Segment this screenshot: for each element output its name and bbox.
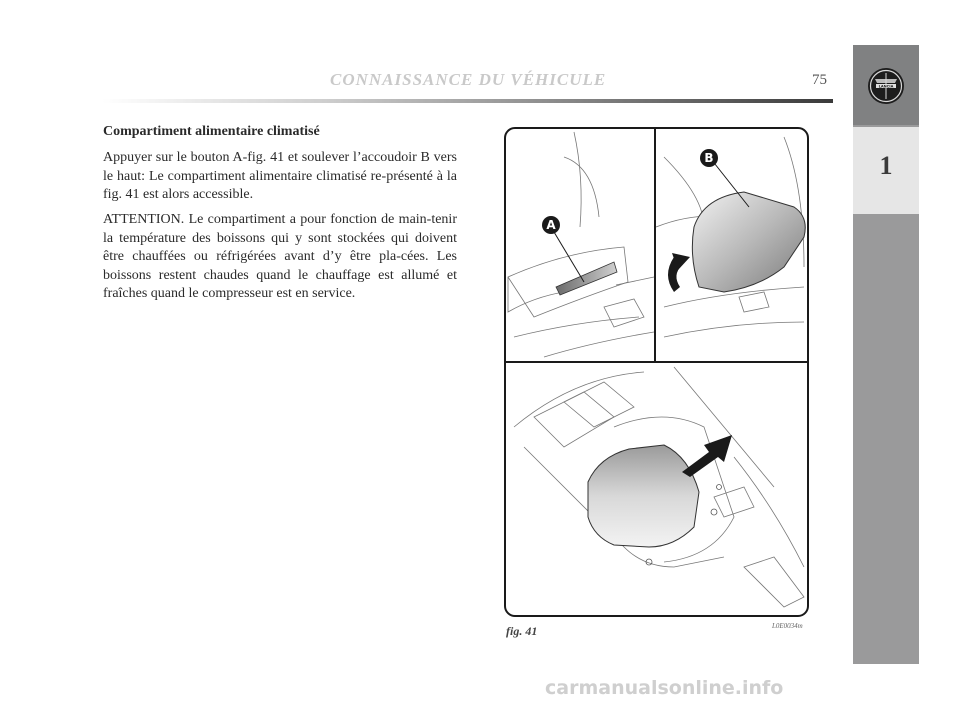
body-paragraph-2: ATTENTION. Le compartiment a pour fonction de main-tenir la température des boissons qui y sont stockées qui doivent être chauffées ou réfrigérées avant d’y être pla-cées. Les boissons restent chaudes quand le chauffage est allumé et fraîches quand le compresseur est en service. xyxy=(103,212,457,301)
chapter-number: 1 xyxy=(879,151,893,180)
header-rule xyxy=(102,99,833,103)
logo-text: LANCIA xyxy=(878,84,894,89)
body-paragraph-1: Appuyer sur le bouton A-fig. 41 et soulever l’accoudoir B vers le haut: Le compartiment alimentaire climatisé re-présenté à la fig. 41 est alors accessible. xyxy=(103,150,457,202)
page-number: 75 xyxy=(812,72,827,88)
section-heading: Compartiment alimentaire climatisé xyxy=(103,124,320,139)
page-header-title: CONNAISSANCE DU VÉHICULE xyxy=(330,70,607,89)
figure-code: L0E0034m xyxy=(772,622,803,630)
chapter-tab xyxy=(853,127,919,214)
lancia-logo-icon xyxy=(867,67,905,105)
figure-caption: fig. 41 xyxy=(506,624,538,638)
figure-41-illustration xyxy=(504,127,809,617)
chapter-sidebar xyxy=(853,45,919,664)
label-b: B xyxy=(704,151,714,165)
watermark: carmanualsonline.info xyxy=(545,677,784,699)
sidebar-logo-box xyxy=(853,45,919,125)
label-a: A xyxy=(546,218,556,232)
